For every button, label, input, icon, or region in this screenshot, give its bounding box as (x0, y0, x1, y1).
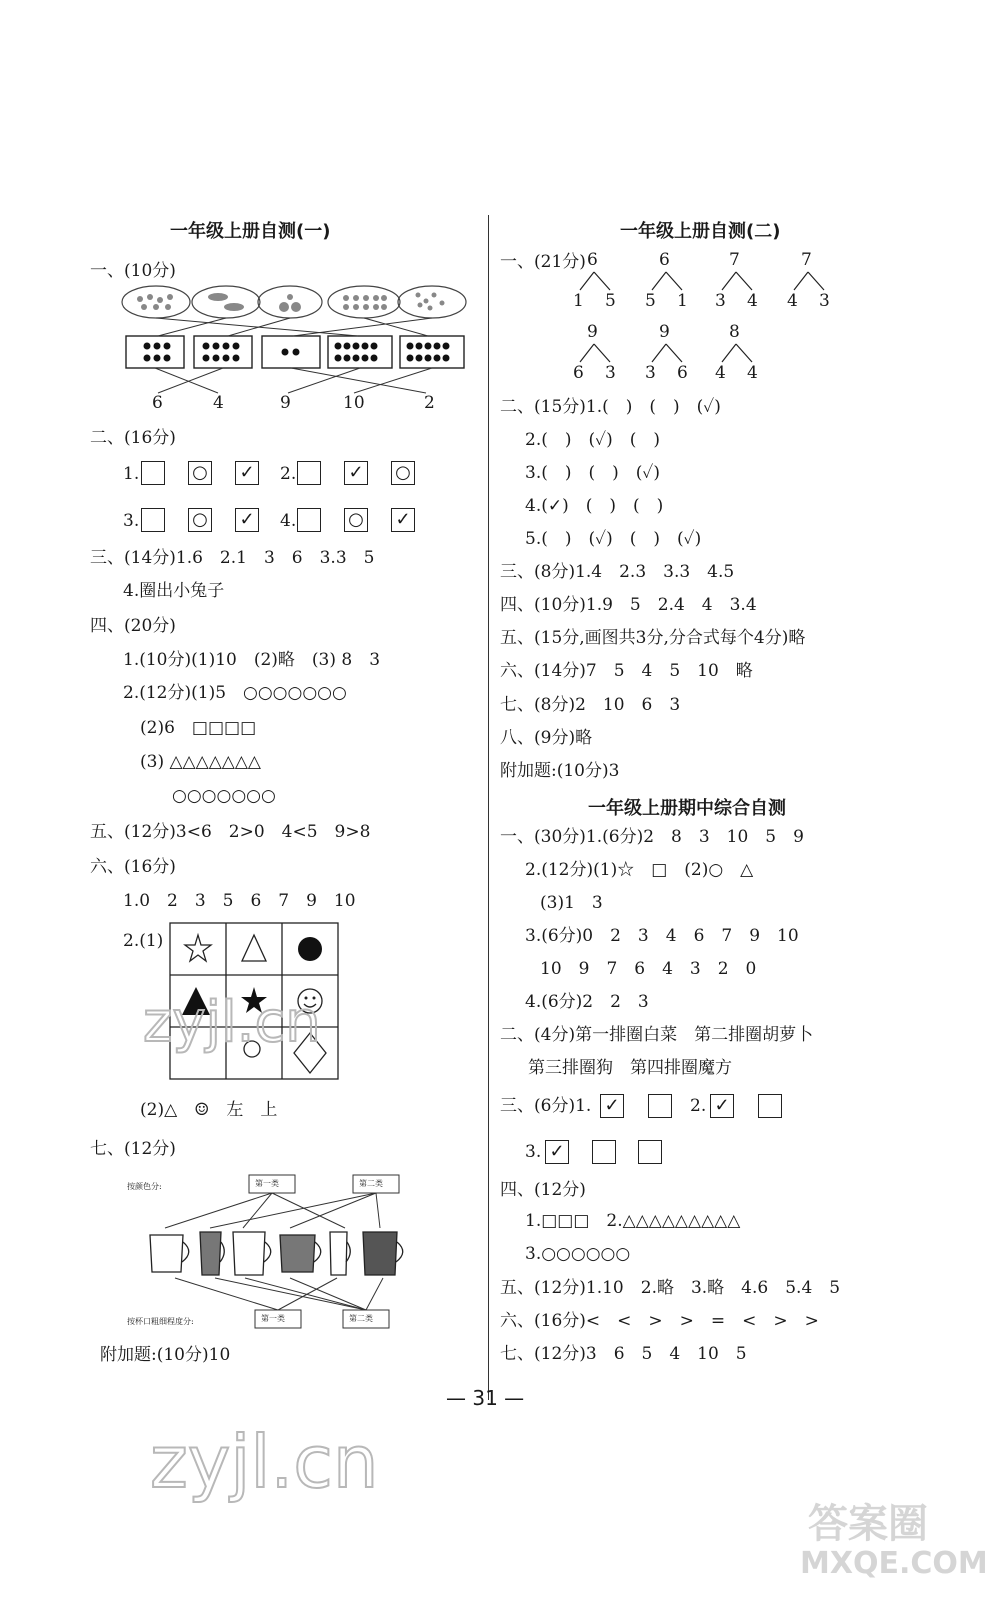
column-divider (488, 215, 489, 1400)
mid-line4: 3.(6分)0 2 3 4 6 7 9 10 (525, 926, 799, 946)
star-icon (185, 935, 211, 961)
check-icon: ✓ (239, 509, 255, 530)
midterm-title: 一年级上册期中综合自测 (588, 798, 786, 819)
right-q3: 三、(8分)1.4 2.3 3.3 4.5 (500, 562, 735, 582)
bond-top: 6 (587, 250, 598, 270)
cup-classification-figure (125, 1170, 425, 1330)
check-icon: ✓ (348, 462, 364, 483)
answer-box-empty (758, 1094, 782, 1118)
left-q4-label: 四、(20分) (90, 616, 176, 636)
bond-top: 8 (729, 322, 740, 342)
bond-right: 5 (605, 291, 616, 311)
bond-right: 3 (605, 363, 616, 383)
left-q4-line3: (2)6 □□□□ (140, 718, 257, 738)
circle-mark: ○ (395, 462, 411, 483)
right-bonus: 附加题:(10分)3 (500, 761, 620, 781)
bond-right: 3 (819, 291, 830, 311)
bond-right: 4 (747, 363, 758, 383)
mid-line6: 4.(6分)2 2 3 (525, 992, 649, 1012)
watermark-zyjl-mid: zyjl.cn (143, 990, 321, 1055)
bond-top: 7 (801, 250, 812, 270)
mid-line9-a: 三、(6分)1. (500, 1096, 592, 1116)
left-q6-label: 六、(16分) (90, 857, 176, 877)
mid-line9-b: 2. (690, 1096, 707, 1116)
mouth-classify-label: 按杯口粗细程度分: (127, 1317, 194, 1326)
bond-left: 6 (573, 363, 584, 383)
left-q4-line2: 2.(12分)(1)5 ○○○○○○○ (123, 683, 347, 703)
right-section-title: 一年级上册自测(二) (620, 221, 781, 242)
left-q5: 五、(12分)3<6 2>0 4<5 9>8 (90, 822, 371, 842)
left-q3-line1: 三、(14分)1.6 2.1 3 6 3.3 5 (90, 548, 375, 568)
watermark-zyjl-bottom: zyjl.cn (150, 1420, 379, 1504)
bond-top: 9 (587, 322, 598, 342)
bond-top: 7 (729, 250, 740, 270)
check-icon: ✓ (604, 1095, 620, 1116)
answer-logo-watermark: 答案圈 (808, 1501, 928, 1547)
match-num-3: 9 (280, 393, 291, 413)
group2-top: 第二类 (359, 1179, 383, 1188)
oval-4 (328, 286, 400, 318)
circle-mark: ○ (192, 462, 208, 483)
check-icon: ✓ (395, 509, 411, 530)
mid-line5: 10 9 7 6 4 3 2 0 (540, 959, 757, 979)
bond-right: 1 (677, 291, 688, 311)
match-num-2: 4 (213, 393, 224, 413)
bond-right: 4 (747, 291, 758, 311)
triangle-icon (242, 935, 266, 961)
left-q6-line3: (2)△ ☺ 左 上 (140, 1100, 278, 1120)
answer-box-empty (141, 508, 165, 532)
mid-line12: 1.□□□ 2.△△△△△△△△△ (525, 1211, 741, 1231)
left-q1-label: 一、(10分) (90, 261, 176, 281)
answer-box-empty (297, 508, 321, 532)
check-icon: ✓ (239, 462, 255, 483)
match-num-4: 10 (343, 393, 365, 413)
check-icon: ✓ (714, 1095, 730, 1116)
bond-left: 4 (715, 363, 726, 383)
right-q2-line3: 3.( ) ( ) (✓) (525, 463, 660, 483)
circle-mark: ○ (192, 509, 208, 530)
bond-top: 9 (659, 322, 670, 342)
left-q2-label: 二、(16分) (90, 428, 176, 448)
answer-box-empty (297, 461, 321, 485)
bond-top: 6 (659, 250, 670, 270)
oval-1 (122, 286, 190, 318)
group2-bottom: 第二类 (349, 1314, 373, 1323)
match-num-5: 2 (424, 393, 435, 413)
right-q1-label: 一、(21分) (500, 252, 586, 272)
right-q8: 八、(9分)略 (500, 728, 593, 748)
q2-item-4: 4. (280, 511, 297, 531)
mid-line1: 一、(30分)1.(6分)2 8 3 10 5 9 (500, 827, 804, 847)
q2-item-2: 2. (280, 464, 297, 484)
mid-line13: 3.○○○○○○ (525, 1244, 631, 1264)
left-q4-line5: ○○○○○○○ (172, 786, 276, 806)
left-bonus: 附加题:(10分)10 (100, 1345, 231, 1365)
circle-mark: ○ (348, 509, 364, 530)
q2-item-3: 3. (123, 511, 140, 531)
right-q2-line2: 2.( ) (✓) ( ) (525, 430, 660, 450)
left-section-title: 一年级上册自测(一) (170, 221, 331, 242)
left-q4-line4: (3) △△△△△△△ (140, 752, 262, 772)
bond-right: 6 (677, 363, 688, 383)
mid-line10: 3. (525, 1142, 542, 1162)
mid-line16: 七、(12分)3 6 5 4 10 5 (500, 1344, 747, 1364)
left-q6-line2: 2.(1) (123, 931, 164, 951)
mxqe-logo-watermark: MXQE.COM (800, 1546, 988, 1581)
color-classify-label: 按颜色分: (127, 1182, 162, 1191)
bond-left: 1 (573, 291, 584, 311)
group1-bottom: 第一类 (261, 1314, 285, 1323)
oval-2 (192, 286, 260, 318)
left-q6-line1: 1.0 2 3 5 6 7 9 10 (123, 891, 356, 911)
group1-top: 第一类 (255, 1179, 279, 1188)
bond-left: 5 (645, 291, 656, 311)
left-q7-label: 七、(12分) (90, 1139, 176, 1159)
check-icon: ✓ (549, 1141, 565, 1162)
right-q5: 五、(15分,画图共3分,分合式每个4分)略 (500, 628, 806, 648)
answer-box-empty (592, 1140, 616, 1164)
page-number: — 31 — (446, 1386, 525, 1410)
right-q2-line4: 4.(✓) ( ) ( ) (525, 496, 664, 516)
right-q7: 七、(8分)2 10 6 3 (500, 695, 681, 715)
match-num-1: 6 (152, 393, 163, 413)
left-q3-line2: 4.圈出小兔子 (123, 581, 225, 601)
right-q2-line1: 二、(15分)1.( ) ( ) (✓) (500, 397, 721, 417)
answer-box-empty (638, 1140, 662, 1164)
mid-line8: 第三排圈狗 第四排圈魔方 (528, 1058, 732, 1078)
bond-left: 3 (645, 363, 656, 383)
right-q2-line5: 5.( ) (✓) ( ) (✓) (525, 529, 702, 549)
right-q4: 四、(10分)1.9 5 2.4 4 3.4 (500, 595, 757, 615)
left-q4-line1: 1.(10分)(1)10 (2)略 (3) 8 3 (123, 650, 381, 670)
oval-3 (258, 286, 322, 318)
mid-line14: 五、(12分)1.10 2.略 3.略 4.6 5.4 5 (500, 1278, 841, 1298)
mid-line15: 六、(16分)< < > > = < > > (500, 1311, 819, 1331)
mid-line3: (3)1 3 (540, 893, 603, 913)
answer-box-empty (141, 461, 165, 485)
mid-line7: 二、(4分)第一排圈白菜 第二排圈胡萝卜 (500, 1025, 814, 1045)
q2-item-1: 1. (123, 464, 140, 484)
bond-left: 4 (787, 291, 798, 311)
right-q6: 六、(14分)7 5 4 5 10 略 (500, 661, 753, 681)
answer-box-empty (648, 1094, 672, 1118)
filled-circle-icon (298, 937, 322, 961)
oval-5 (398, 286, 466, 318)
bond-left: 3 (715, 291, 726, 311)
mid-line11: 四、(12分) (500, 1180, 586, 1200)
mid-line2: 2.(12分)(1)☆ □ (2)○ △ (525, 860, 754, 880)
